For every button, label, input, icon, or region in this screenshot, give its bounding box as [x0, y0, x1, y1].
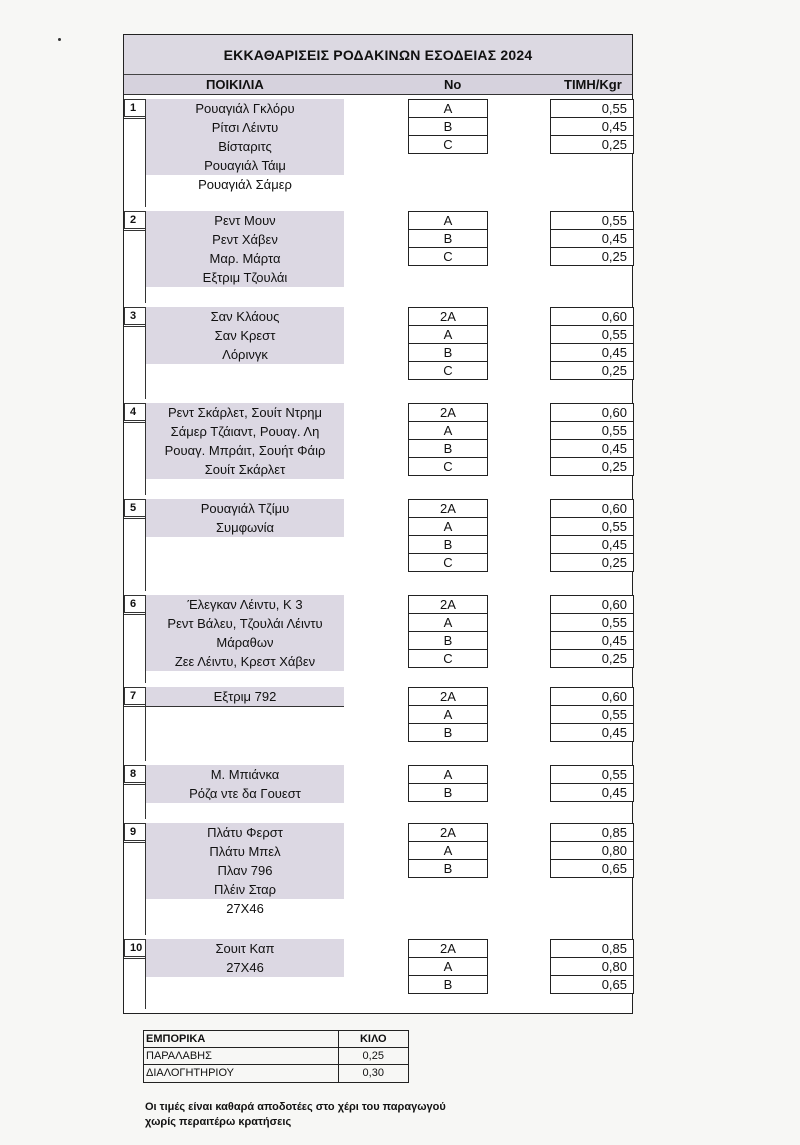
variety-name: Πλάτυ Μπελ — [146, 842, 344, 861]
footnote-line-1: Οι τιμές είναι καθαρά αποδοτέες στο χέρι του παραγωγού — [145, 1101, 446, 1113]
price-cell: 0,55 — [550, 421, 634, 440]
sheet-title: ΕΚΚΑΘΑΡΙΣΕΙΣ ΡΟΔΑΚΙΝΩΝ ΕΣΟΔΕΙΑΣ 2024 — [124, 35, 632, 75]
group-number: 1 — [124, 99, 146, 117]
grade-cell: C — [408, 247, 488, 266]
price-cell: 0,25 — [550, 457, 634, 476]
grade-cell: B — [408, 723, 488, 742]
variety-name: Εξτριμ 792 — [146, 687, 344, 706]
footnote-line-2: χωρίς περαιτέρω κρατήσεις — [145, 1116, 292, 1128]
grade-cell: 2A — [408, 939, 488, 958]
grade-cell: 2A — [408, 403, 488, 422]
price-cell: 0,25 — [550, 553, 634, 572]
price-cell: 0,55 — [550, 325, 634, 344]
grade-cell: 2A — [408, 595, 488, 614]
column-header-variety: ΠΟΙΚΙΛΙΑ — [206, 77, 264, 92]
commercial-row-label: ΔΙΑΛΟΓΗΤΗΡΙΟΥ — [144, 1065, 339, 1082]
variety-name: Πλάτυ Φερστ — [146, 823, 344, 842]
variety-name: Μαρ. Μάρτα — [146, 249, 344, 268]
grade-cell: B — [408, 439, 488, 458]
variety-name: Ρόζα ντε δα Γουεστ — [146, 784, 344, 803]
variety-name: Πλαν 796 — [146, 861, 344, 880]
price-cell: 0,80 — [550, 841, 634, 860]
variety-name: Σουίτ Σκάρλετ — [146, 460, 344, 479]
scan-speck — [58, 38, 61, 41]
price-cell: 0,45 — [550, 723, 634, 742]
column-header-price: ΤΙΜΗ/Kgr — [564, 77, 622, 92]
grade-cell: A — [408, 765, 488, 784]
grade-cell: 2A — [408, 307, 488, 326]
variety-name: Πλέιν Σταρ — [146, 880, 344, 899]
grade-cell: A — [408, 957, 488, 976]
price-cell: 0,45 — [550, 117, 634, 136]
grade-cell: C — [408, 649, 488, 668]
column-header-row — [124, 75, 632, 95]
variety-name: Ρεντ Χάβεν — [146, 230, 344, 249]
price-cell: 0,65 — [550, 975, 634, 994]
price-cell: 0,55 — [550, 613, 634, 632]
variety-name: Ρουαγιάλ Τζίμυ — [146, 499, 344, 518]
grade-cell: B — [408, 783, 488, 802]
variety-name: 27Χ46 — [146, 958, 344, 977]
commercial-row-receipt — [144, 1048, 408, 1065]
grade-cell: B — [408, 343, 488, 362]
group-number: 5 — [124, 499, 146, 517]
variety-name: Ρουαγιάλ Τάιμ — [146, 156, 344, 175]
price-cell: 0,55 — [550, 705, 634, 724]
price-cell: 0,45 — [550, 631, 634, 650]
price-cell: 0,60 — [550, 307, 634, 326]
grade-cell: A — [408, 841, 488, 860]
price-cell: 0,25 — [550, 247, 634, 266]
commercial-row-value: 0,25 — [362, 1050, 384, 1062]
variety-name: Ρουαγ. Μπράιτ, Σουήτ Φάιρ — [146, 441, 344, 460]
price-cell: 0,45 — [550, 229, 634, 248]
commercial-row-label: ΠΑΡΑΛΑΒΗΣ — [144, 1048, 339, 1064]
price-cell: 0,55 — [550, 99, 634, 118]
group-number: 8 — [124, 765, 146, 783]
price-cell: 0,45 — [550, 343, 634, 362]
price-cell: 0,25 — [550, 649, 634, 668]
price-cell: 0,60 — [550, 403, 634, 422]
variety-name: Ρουαγιάλ Γκλόρυ — [146, 99, 344, 118]
grade-cell: C — [408, 457, 488, 476]
price-cell: 0,60 — [550, 595, 634, 614]
grade-cell: C — [408, 361, 488, 380]
variety-name: Σαν Κλάους — [146, 307, 344, 326]
variety-name: Μάραθων — [146, 633, 344, 652]
commercial-row-sorting — [144, 1065, 408, 1082]
group-divider-horizontal — [124, 706, 344, 707]
grade-cell: A — [408, 613, 488, 632]
price-cell: 0,55 — [550, 517, 634, 536]
grade-cell: C — [408, 553, 488, 572]
grade-cell: B — [408, 859, 488, 878]
variety-name: Ρεντ Βάλευ, Τζουλάι Λέιντυ — [146, 614, 344, 633]
grade-cell: A — [408, 421, 488, 440]
price-cell: 0,45 — [550, 535, 634, 554]
price-cell: 0,80 — [550, 957, 634, 976]
grade-cell: A — [408, 517, 488, 536]
price-cell: 0,55 — [550, 211, 634, 230]
grade-cell: B — [408, 117, 488, 136]
group-number: 6 — [124, 595, 146, 613]
price-cell: 0,45 — [550, 783, 634, 802]
group-number: 9 — [124, 823, 146, 841]
commercial-row-value: 0,30 — [362, 1067, 384, 1079]
variety-name: Ρίτσι Λέιντυ — [146, 118, 344, 137]
footnote — [145, 1100, 565, 1130]
grade-cell: A — [408, 705, 488, 724]
variety-name: Ρεντ Σκάρλετ, Σουίτ Ντρημ — [146, 403, 344, 422]
grade-cell: B — [408, 535, 488, 554]
commercial-header-value: ΚΙΛΟ — [359, 1033, 387, 1045]
price-cell: 0,55 — [550, 765, 634, 784]
grade-cell: A — [408, 211, 488, 230]
variety-name: Βίσταριτς — [146, 137, 344, 156]
price-cell: 0,85 — [550, 939, 634, 958]
grade-cell: A — [408, 99, 488, 118]
grade-cell: B — [408, 975, 488, 994]
group-number: 2 — [124, 211, 146, 229]
group-divider-vertical — [145, 705, 146, 761]
grade-cell: A — [408, 325, 488, 344]
variety-name: 27Χ46 — [226, 901, 264, 916]
variety-name: Συμφωνία — [146, 518, 344, 537]
price-cell: 0,60 — [550, 499, 634, 518]
price-cell: 0,45 — [550, 439, 634, 458]
price-cell: 0,85 — [550, 823, 634, 842]
grade-cell: 2A — [408, 499, 488, 518]
price-settlement-sheet — [123, 34, 633, 1014]
variety-name: Σουιτ Καπ — [146, 939, 344, 958]
price-cell: 0,60 — [550, 687, 634, 706]
variety-name: Ρεντ Μουν — [146, 211, 344, 230]
variety-name: Έλεγκαν Λέιντυ, Κ 3 — [146, 595, 344, 614]
group-number: 10 — [124, 939, 146, 957]
group-number: 3 — [124, 307, 146, 325]
price-cell: 0,25 — [550, 135, 634, 154]
commercial-header-label: ΕΜΠΟΡΙΚΑ — [144, 1031, 339, 1047]
variety-name: Σάμερ Τζάιαντ, Ρουαγ. Λη — [146, 422, 344, 441]
grade-cell: B — [408, 229, 488, 248]
grade-cell: 2A — [408, 823, 488, 842]
grade-cell: 2A — [408, 687, 488, 706]
variety-name: Εξτριμ Τζουλάι — [146, 268, 344, 287]
variety-name: Σαν Κρεστ — [146, 326, 344, 345]
variety-name: Ρουαγιάλ Σάμερ — [198, 177, 292, 192]
commercial-header-row — [144, 1031, 408, 1048]
grade-cell: C — [408, 135, 488, 154]
variety-name: Ζεε Λέιντυ, Κρεστ Χάβεν — [146, 652, 344, 671]
grade-cell: B — [408, 631, 488, 650]
commercial-charges-table — [143, 1030, 409, 1083]
price-cell: 0,65 — [550, 859, 634, 878]
variety-name: Λόρινγκ — [146, 345, 344, 364]
price-cell: 0,25 — [550, 361, 634, 380]
variety-name: Μ. Μπιάνκα — [146, 765, 344, 784]
group-number: 4 — [124, 403, 146, 421]
group-number: 7 — [124, 687, 146, 705]
column-header-no: No — [444, 77, 462, 92]
